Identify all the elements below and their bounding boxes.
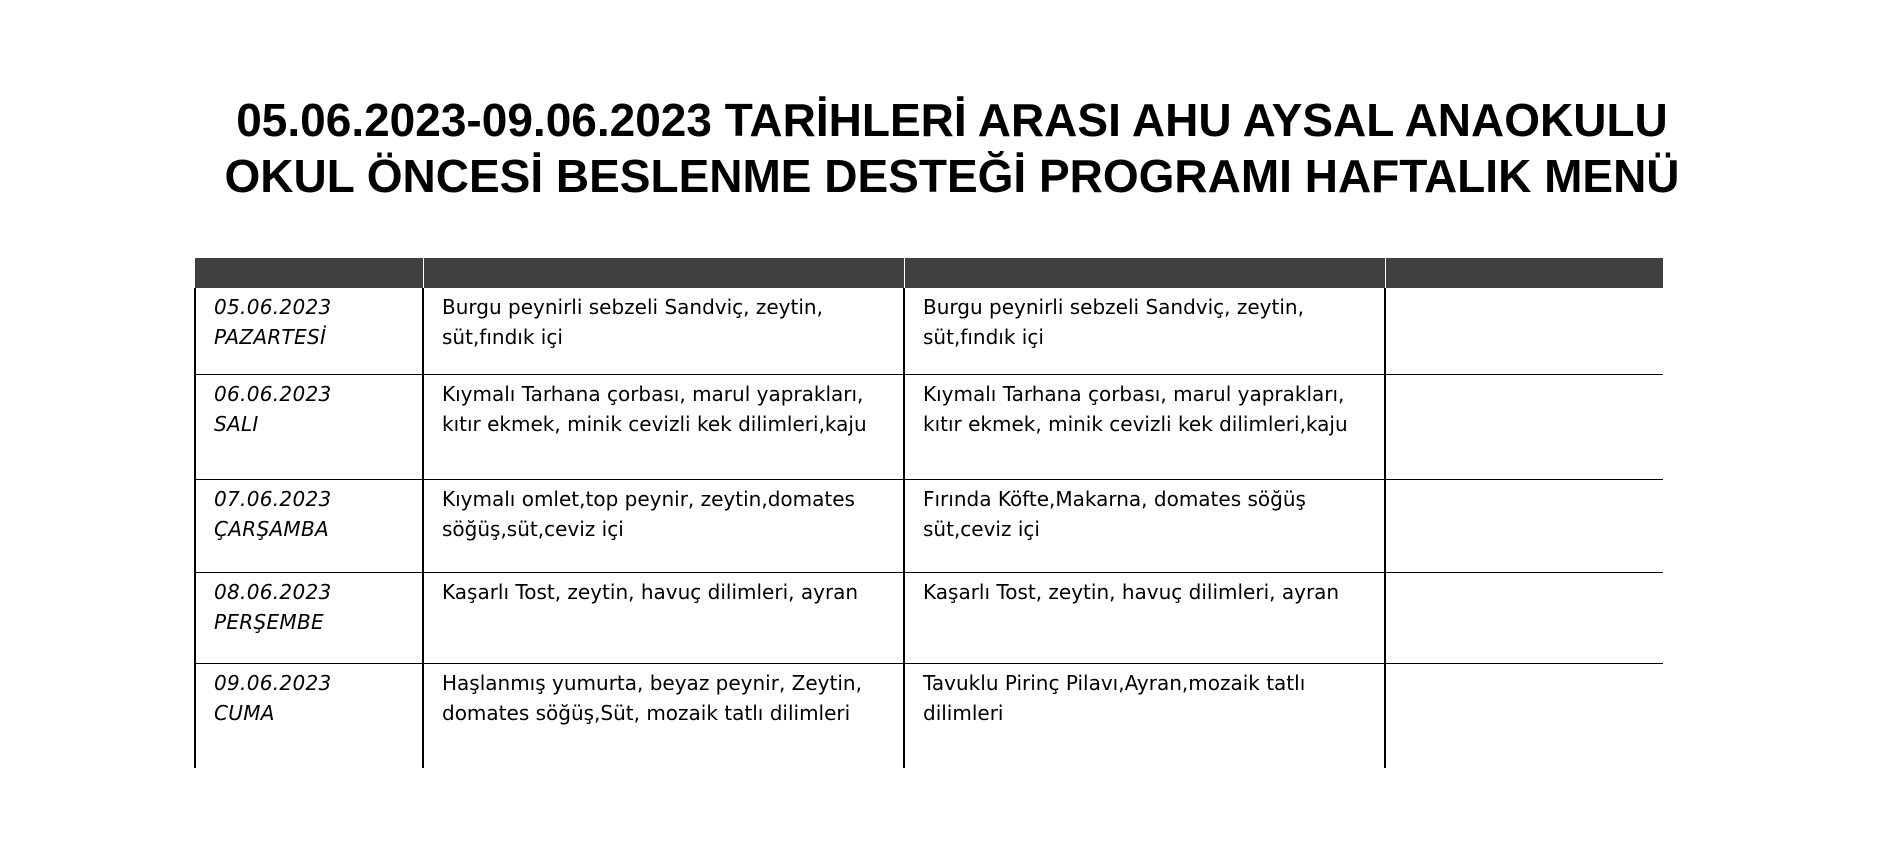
table-row [195, 480, 1663, 573]
extra-cell [1385, 573, 1663, 664]
menu-cell-2: Kıymalı Tarhana çorbası, marul yaprakları, kıtır ekmek, minik cevizli kek dilimleri,kaju [904, 375, 1385, 480]
date-text: 07.06.2023 [214, 487, 332, 511]
extra-cell [1385, 288, 1663, 375]
day-cell [195, 573, 423, 664]
day-cell [195, 375, 423, 480]
header-cell-day [195, 258, 423, 288]
date-text: 05.06.2023 [214, 295, 332, 319]
date-text: 08.06.2023 [214, 580, 332, 604]
day-cell [195, 288, 423, 375]
day-cell [195, 664, 423, 769]
weekday-text: SALI [214, 412, 259, 436]
menu-cell-1: Kaşarlı Tost, zeytin, havuç dilimleri, ayran [423, 573, 904, 664]
weekday-text: PAZARTESİ [214, 325, 327, 349]
header-cell-menu-1 [423, 258, 904, 288]
table-row [195, 288, 1663, 375]
date-text: 09.06.2023 [214, 671, 332, 695]
menu-cell-2: Kaşarlı Tost, zeytin, havuç dilimleri, ayran [904, 573, 1385, 664]
table-row [195, 375, 1663, 480]
weekday-text: CUMA [214, 701, 275, 725]
extra-cell [1385, 375, 1663, 480]
menu-cell-2: Tavuklu Pirinç Pilavı,Ayran,mozaik tatlı dilimleri [904, 664, 1385, 769]
date-text: 06.06.2023 [214, 382, 332, 406]
extra-cell [1385, 480, 1663, 573]
menu-cell-1: Kıymalı Tarhana çorbası, marul yaprakları, kıtır ekmek, minik cevizli kek dilimleri,kaju [423, 375, 904, 480]
title-line-2: OKUL ÖNCESİ BESLENME DESTEĞİ PROGRAMI HAFTALIK MENÜ [224, 150, 1680, 202]
page-title [0, 92, 1904, 204]
day-cell [195, 480, 423, 573]
weekday-text: ÇARŞAMBA [214, 517, 329, 541]
weekly-menu-table [194, 258, 1663, 768]
header-cell-extra [1385, 258, 1663, 288]
weekday-text: PERŞEMBE [214, 610, 324, 634]
table-header-row [195, 258, 1663, 288]
table-row [195, 573, 1663, 664]
menu-cell-1: Haşlanmış yumurta, beyaz peynir, Zeytin, domates söğüş,Süt, mozaik tatlı dilimleri [423, 664, 904, 769]
header-cell-menu-2 [904, 258, 1385, 288]
title-line-1: 05.06.2023-09.06.2023 TARİHLERİ ARASI AHU AYSAL ANAOKULU [236, 94, 1668, 146]
extra-cell [1385, 664, 1663, 769]
menu-cell-2: Burgu peynirli sebzeli Sandviç, zeytin, süt,fındık içi [904, 288, 1385, 375]
menu-cell-1: Kıymalı omlet,top peynir, zeytin,domates söğüş,süt,ceviz içi [423, 480, 904, 573]
table-row [195, 664, 1663, 769]
menu-cell-1: Burgu peynirli sebzeli Sandviç, zeytin, süt,fındık içi [423, 288, 904, 375]
menu-cell-2: Fırında Köfte,Makarna, domates söğüş süt,ceviz içi [904, 480, 1385, 573]
